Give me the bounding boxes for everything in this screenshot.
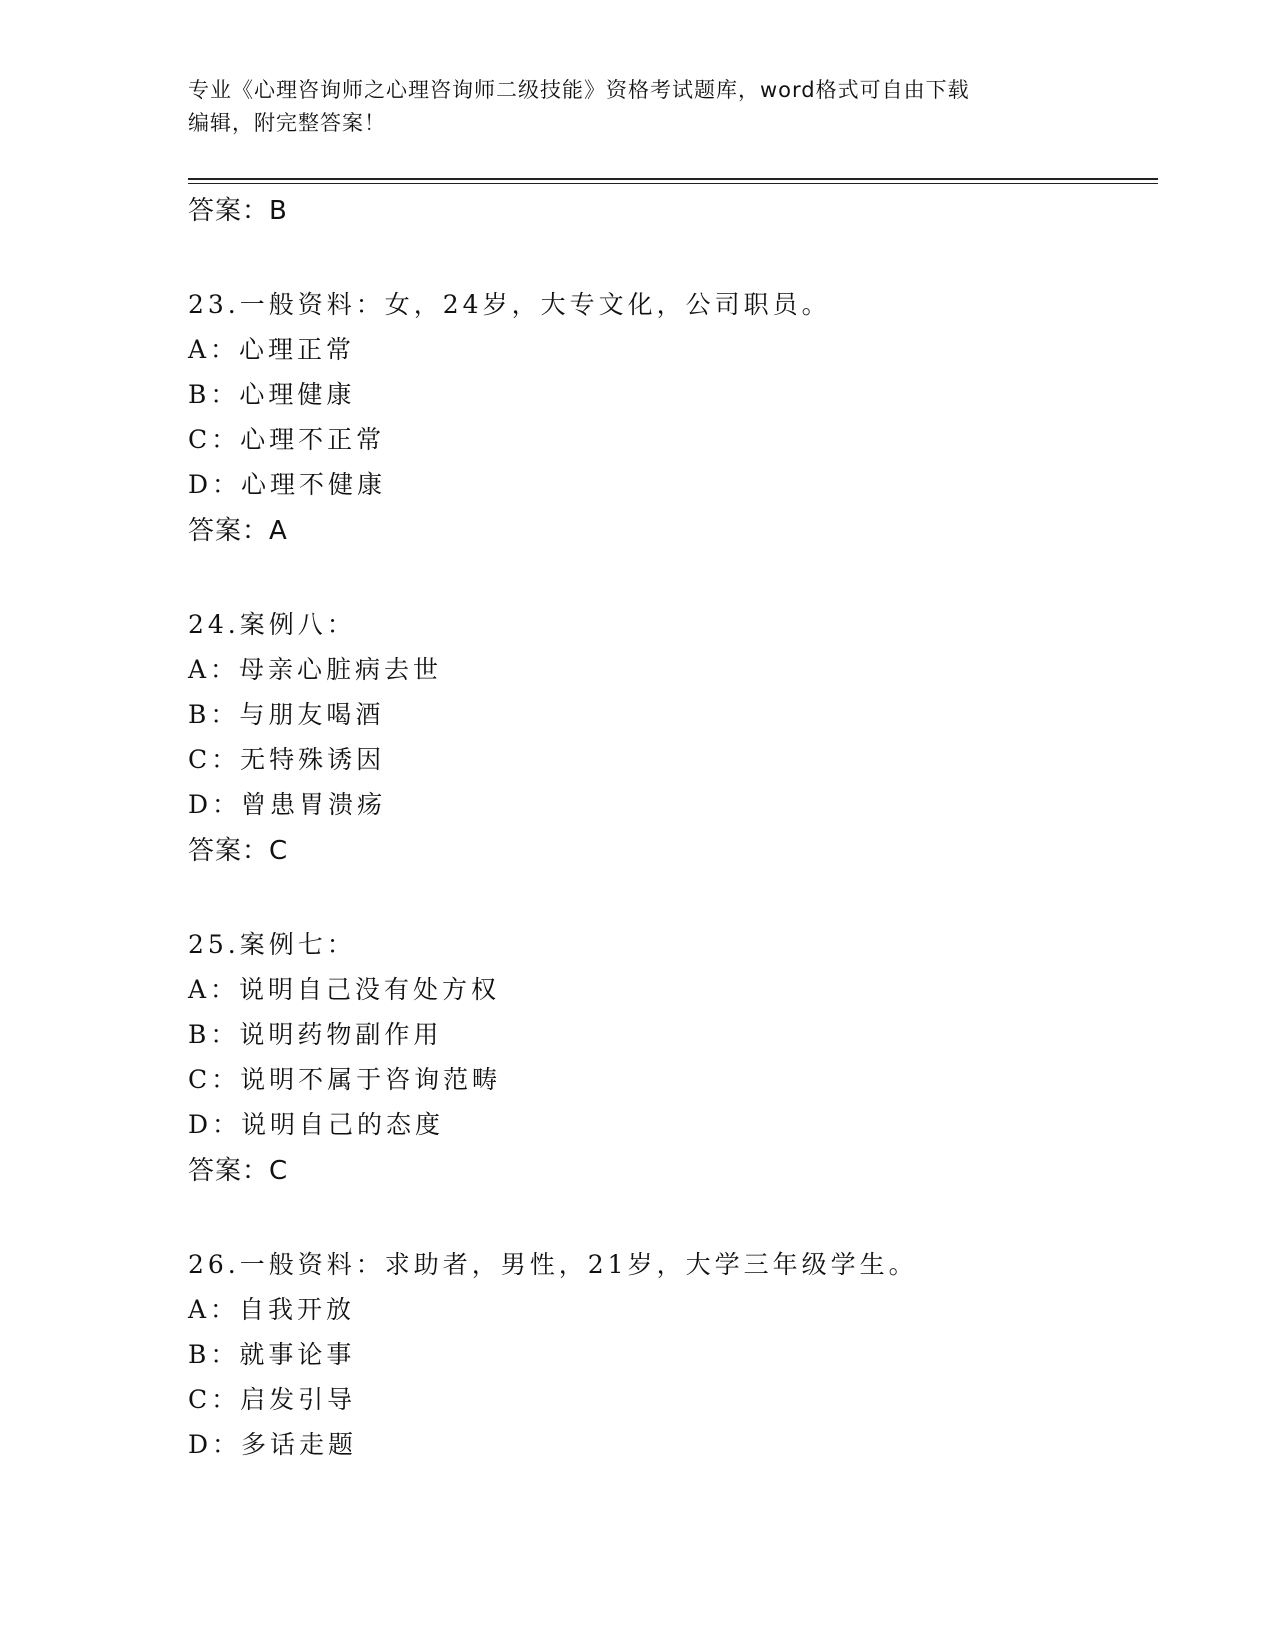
answer-line: 答案：A bbox=[188, 516, 288, 546]
option-b: B：就事论事 bbox=[188, 1340, 356, 1369]
option-d: D：心理不健康 bbox=[188, 470, 387, 499]
answer-line: 答案：C bbox=[188, 1156, 289, 1186]
answer-line: 答案：B bbox=[188, 196, 288, 226]
option-c: C：启发引导 bbox=[188, 1385, 357, 1414]
header-double-rule-top bbox=[188, 178, 1158, 180]
option-b: B：说明药物副作用 bbox=[188, 1020, 443, 1049]
header-double-rule-bottom bbox=[188, 183, 1158, 184]
document-header bbox=[188, 74, 1088, 140]
option-a: A：母亲心脏病去世 bbox=[188, 655, 443, 684]
option-b: B：与朋友喝酒 bbox=[188, 700, 385, 729]
option-d: D：曾患胃溃疡 bbox=[188, 790, 387, 819]
answer-line: 答案：C bbox=[188, 836, 289, 866]
option-b: B：心理健康 bbox=[188, 380, 356, 409]
option-c: C：无特殊诱因 bbox=[188, 745, 386, 774]
question-stem: 25.案例七： bbox=[188, 930, 356, 959]
header-line-2: 编辑，附完整答案！ bbox=[188, 111, 386, 135]
option-a: A：自我开放 bbox=[188, 1295, 356, 1324]
option-d: D：多话走题 bbox=[188, 1430, 358, 1459]
option-a: A：心理正常 bbox=[188, 335, 356, 364]
header-line-1: 专业《心理咨询师之心理咨询师二级技能》资格考试题库，word格式可自由下载 bbox=[188, 78, 970, 102]
question-stem: 26.一般资料：求助者，男性，21岁，大学三年级学生。 bbox=[188, 1250, 918, 1279]
question-stem: 24.案例八： bbox=[188, 610, 356, 639]
option-c: C：说明不属于咨询范畴 bbox=[188, 1065, 502, 1094]
question-stem: 23.一般资料：女，24岁，大专文化，公司职员。 bbox=[188, 290, 831, 319]
option-d: D：说明自己的态度 bbox=[188, 1110, 445, 1139]
option-c: C：心理不正常 bbox=[188, 425, 386, 454]
option-a: A：说明自己没有处方权 bbox=[188, 975, 501, 1004]
